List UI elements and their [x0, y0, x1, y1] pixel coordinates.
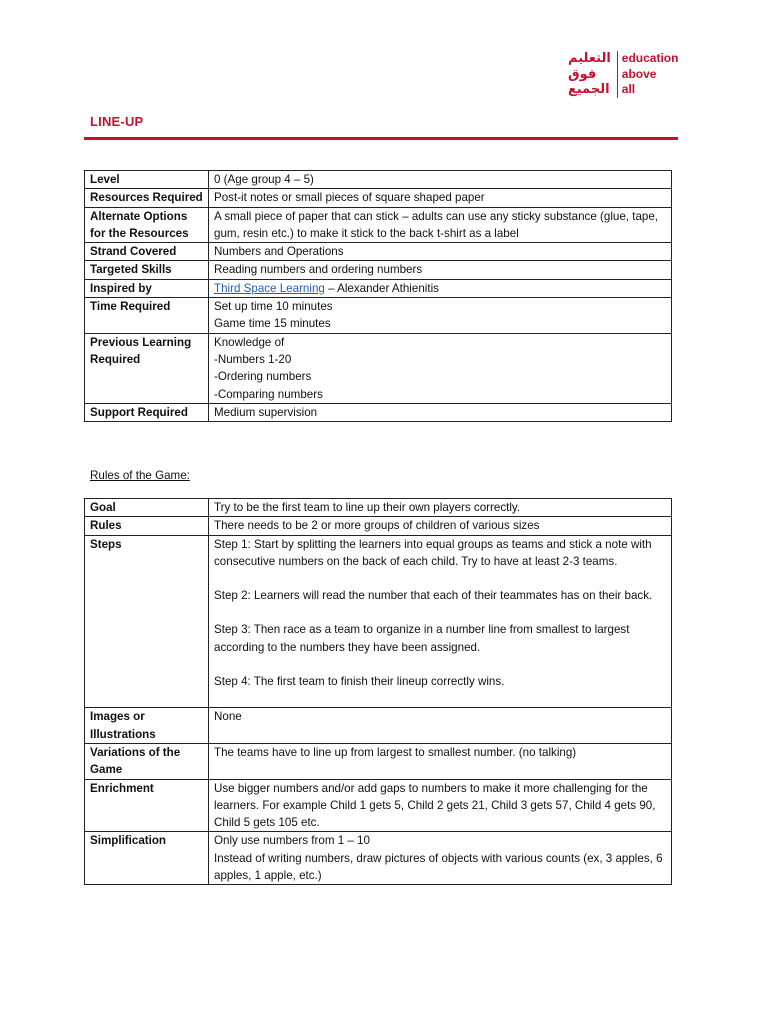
table-row [85, 333, 672, 403]
table-row [85, 298, 672, 334]
row-value: Post-it notes or small pieces of square shaped paper [209, 189, 672, 207]
step-item: Step 1: Start by splitting the learners into equal groups as teams and stick a note with consecutive numbers on the back of each child. Try to have at least 2-3 teams. [214, 537, 652, 568]
row-value: Medium supervision [209, 403, 672, 421]
step-item: Step 4: The first team to finish their lineup correctly wins. [214, 675, 505, 689]
table-row [85, 403, 672, 421]
row-label: Support Required [85, 403, 209, 421]
table-row [85, 243, 672, 261]
activity-info-table [84, 170, 672, 422]
table-row [85, 708, 672, 744]
row-value: Try to be the first team to line up their own players correctly. [209, 499, 672, 517]
education-above-all-logo [568, 51, 678, 99]
row-value: Numbers and Operations [209, 243, 672, 261]
step-item: Step 3: Then race as a team to organize in a number line from smallest to largest according to the numbers they have been assigned. [214, 623, 630, 654]
row-label: Time Required [85, 298, 209, 334]
row-value: Use bigger numbers and/or add gaps to numbers to make it more challenging for the learners. For example Child 1 gets 5, Child 2 gets 21, Child 3 gets 57, Child 4 gets 90, Child 5 gets 105 etc. [209, 779, 672, 832]
logo-english-line-3: all [621, 82, 636, 96]
table-row [85, 779, 672, 832]
table-row [85, 743, 672, 779]
row-value: The teams have to line up from largest to smallest number. (no talking) [209, 743, 672, 779]
row-label: Goal [85, 499, 209, 517]
row-value: 0 (Age group 4 – 5) [209, 171, 672, 189]
table-row [85, 832, 672, 885]
logo-arabic-text [568, 51, 618, 98]
table-row [85, 499, 672, 517]
row-value: Knowledge of -Numbers 1-20 -Ordering numbers -Comparing numbers [209, 333, 672, 403]
title-divider [84, 137, 678, 140]
step-item: Step 2: Learners will read the number that each of their teammates has on their back. [214, 589, 653, 603]
logo-english-line-2: above [621, 66, 657, 81]
table-row [85, 207, 672, 243]
row-label: Level [85, 171, 209, 189]
row-value: There needs to be 2 or more groups of children of various sizes [209, 517, 672, 535]
table-row [85, 535, 672, 708]
logo-arabic-line-1: التعليم [568, 51, 611, 66]
row-label: Resources Required [85, 189, 209, 207]
row-label: Simplification [85, 832, 209, 885]
page-title: LINE-UP [90, 114, 144, 129]
row-label: Rules [85, 517, 209, 535]
row-label: Enrichment [85, 779, 209, 832]
row-label: Variations of the Game [85, 743, 209, 779]
row-value: None [209, 708, 672, 744]
row-label: Images or Illustrations [85, 708, 209, 744]
table-row [85, 171, 672, 189]
table-row [85, 261, 672, 279]
rules-table [84, 498, 672, 885]
author-text: – Alexander Athienitis [324, 281, 439, 295]
row-label: Previous Learning Required [85, 333, 209, 403]
row-value [209, 535, 672, 708]
row-value: Set up time 10 minutes Game time 15 minutes [209, 298, 672, 334]
row-label: Strand Covered [85, 243, 209, 261]
row-label: Steps [85, 535, 209, 708]
logo-english-text [618, 51, 679, 98]
row-value: Only use numbers from 1 – 10 Instead of writing numbers, draw pictures of objects with various counts (ex, 3 apples, 6 apples, 1 apple, etc.) [209, 832, 672, 885]
row-label: Alternate Options for the Resources [85, 207, 209, 243]
logo-arabic-line-3: الجميع [568, 82, 610, 97]
table-row [85, 517, 672, 535]
logo-english-line-1: education [621, 51, 679, 65]
row-value: A small piece of paper that can stick – adults can use any sticky substance (glue, tape, gum, resin etc.) to make it stick to the back t-shirt as a label [209, 207, 672, 243]
row-label: Inspired by [85, 279, 209, 297]
row-value: Reading numbers and ordering numbers [209, 261, 672, 279]
table-row [85, 189, 672, 207]
rules-heading: Rules of the Game: [90, 469, 190, 482]
row-label: Targeted Skills [85, 261, 209, 279]
table-row [85, 279, 672, 297]
row-value [209, 279, 672, 297]
logo-arabic-line-2: فوق [568, 66, 597, 82]
third-space-learning-link[interactable]: Third Space Learning [214, 281, 325, 295]
